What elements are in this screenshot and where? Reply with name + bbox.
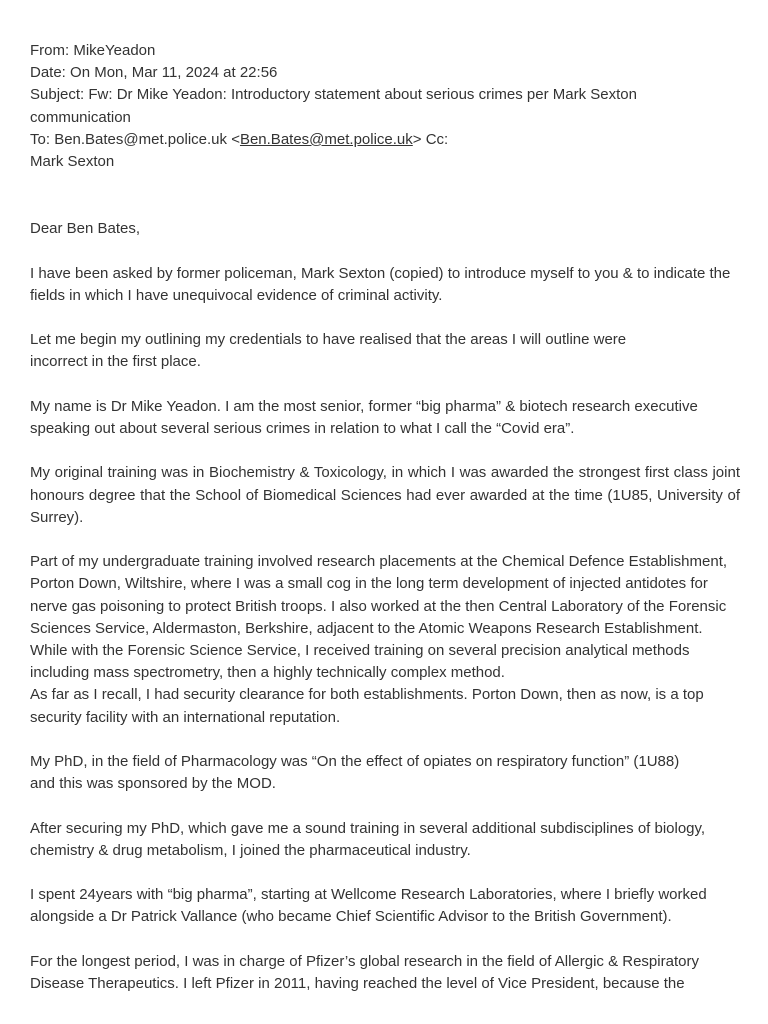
text-line: incorrect in the first place.	[30, 353, 201, 371]
from-value: MikeYeadon	[73, 42, 156, 59]
text-line: I spent 24years with “big pharma”, starting at Wellcome Research Laboratories, where I briefly worked	[30, 886, 707, 904]
to-open-bracket: <	[231, 130, 240, 148]
text-line: and this was sponsored by the MOD.	[30, 775, 276, 793]
paragraph-undergraduate	[30, 551, 740, 729]
text-line: Porton Down, Wiltshire, where I was a small cog in the long term development of injected antidotes for	[30, 575, 708, 593]
text-line: While with the Forensic Science Service, I received training on several precision analytical methods	[30, 642, 690, 659]
cc-label: Cc:	[425, 130, 449, 148]
paragraph-industry	[30, 818, 740, 862]
header-spacer	[30, 173, 740, 218]
text-line: For the longest period, I was in charge of Pfizer’s global research in the field of Allergic & Respiratory	[30, 952, 699, 970]
email-document	[30, 40, 740, 1017]
paragraph-credentials-intro	[30, 329, 740, 373]
text-line: Part of my undergraduate training involved research placements at the Chemical Defence Establishment,	[30, 553, 728, 571]
subject-value: Fw: Dr Mike Yeadon: Introductory statement about serious crimes per Mark Sexton	[88, 86, 637, 104]
text-line: After securing my PhD, which gave me a sound training in several additional subdisciplines of biology,	[30, 819, 706, 837]
paragraph-training: My original training was in Biochemistry & Toxicology, in which I was awarded the strongest first class joint honours degree that the School of Biomedical Sciences had ever awarded at the time (1U85, University of Surrey).	[30, 464, 740, 526]
to-email: Ben.Bates@met.police.uk	[54, 130, 228, 148]
text-line: including mass spectrometry, then a highly technically complex method.	[30, 664, 505, 682]
paragraph-big-pharma	[30, 884, 740, 928]
email-body	[30, 218, 740, 995]
greeting: Dear Ben Bates,	[30, 220, 141, 238]
text-line: alongside a Dr Patrick Vallance (who became Chief Scientific Advisor to the British Government).	[30, 908, 672, 926]
paragraph-pfizer	[30, 951, 740, 995]
paragraph-phd	[30, 751, 740, 795]
text-line: nerve gas poisoning to protect British troops. I also worked at the then Central Laboratory of the Forensic	[30, 597, 727, 615]
date-label: Date:	[30, 64, 66, 82]
to-close-bracket: >	[412, 130, 422, 148]
paragraph-intro: I have been asked by former policeman, Mark Sexton (copied) to introduce myself to you & to indicate the fields in which I have unequivocal evidence of criminal activity.	[30, 264, 731, 304]
subject-line	[30, 84, 740, 106]
text-line: Disease Therapeutics. I left Pfizer in 2011, having reached the level of Vice President, because the	[30, 974, 685, 992]
paragraph-name: My name is Dr Mike Yeadon. I am the most senior, former “big pharma” & biotech research executive speaking out about several serious crimes in relation to what I call the “Covid era”.	[30, 397, 698, 437]
text-line: Sciences Service, Aldermaston, Berkshire, adjacent to the Atomic Weapons Research Establishment.	[30, 619, 703, 637]
cc-value: Mark Sexton	[30, 153, 115, 171]
date-value: On Mon, Mar 11, 2024 at 22:56	[70, 64, 278, 82]
text-line: Let me begin my outlining my credentials to have realised that the areas I will outline were	[30, 331, 627, 349]
text-line: security facility with an international reputation.	[30, 708, 341, 726]
text-line: chemistry & drug metabolism, I joined the pharmaceutical industry.	[30, 841, 471, 859]
email-header	[30, 40, 740, 173]
to-label: To:	[30, 130, 51, 148]
from-line	[30, 40, 740, 62]
text-line: My PhD, in the field of Pharmacology was “On the effect of opiates on respiratory function” (1U88)	[30, 753, 680, 770]
to-email-link[interactable]: Ben.Bates@met.police.uk	[239, 130, 413, 148]
text-line: As far as I recall, I had security clearance for both establishments. Porton Down, then as now, is a top	[30, 686, 704, 704]
to-line	[30, 129, 740, 151]
subject-continuation: communication	[30, 108, 131, 126]
from-label: From:	[30, 42, 70, 59]
subject-label: Subject:	[30, 86, 85, 104]
date-line	[30, 62, 740, 84]
